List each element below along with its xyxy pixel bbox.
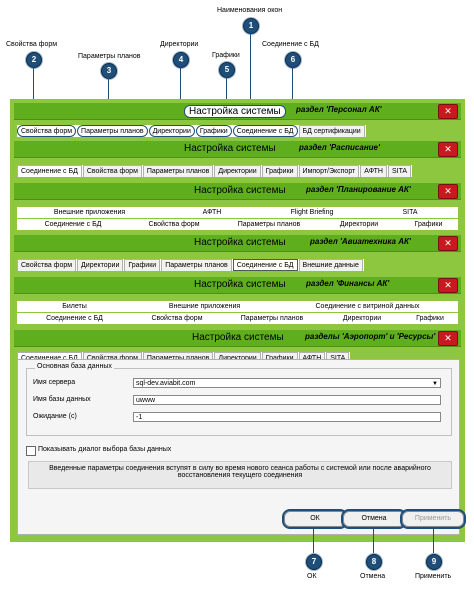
- tab-db-connection[interactable]: Соединение с БД: [46, 315, 103, 322]
- panel-schedule-titlebar: [14, 141, 461, 158]
- callout-line-7: [313, 527, 314, 553]
- panel-planning-tabs-row1: [17, 207, 458, 218]
- tab-cert-db[interactable]: БД сертификации: [299, 125, 365, 137]
- callout-badge-3: 3: [101, 63, 117, 79]
- panel-personnel: [14, 103, 461, 140]
- tab-plan-params[interactable]: Параметры планов: [161, 259, 232, 271]
- panel-schedule: [14, 141, 461, 179]
- close-button[interactable]: ✕: [438, 278, 458, 293]
- panel-finance-subtitle: раздел 'Финансы АК': [306, 279, 390, 288]
- timeout-input[interactable]: -1: [133, 412, 441, 422]
- panel-planning-titlebar: [14, 183, 461, 200]
- callout-badge-2: 2: [26, 52, 42, 68]
- db-connection-content: [17, 359, 460, 535]
- tab-charts[interactable]: Графики: [124, 259, 160, 271]
- window-title: Настройка системы: [184, 105, 286, 118]
- callout-line-8: [373, 527, 374, 553]
- tab-db-connection[interactable]: Соединение с БД: [233, 125, 298, 137]
- callout-label-db-connection: Соединение с БД: [262, 41, 319, 48]
- tab-form-props[interactable]: Свойства форм: [148, 221, 200, 228]
- panel-aircraft-subtitle: раздел 'Авиатехника АК': [310, 237, 411, 246]
- panel-personnel-titlebar: [14, 103, 461, 120]
- server-value: sql-dev.aviabit.com: [136, 380, 196, 387]
- tab-db-connection[interactable]: Соединение с БД: [17, 165, 82, 177]
- panel-airport: [14, 330, 461, 538]
- panel-personnel-tabs: [17, 125, 366, 137]
- panel-finance-title: Настройка системы: [194, 279, 286, 290]
- callout-label-window-names: Наименования окон: [217, 7, 283, 14]
- panel-aircraft-title: Настройка системы: [194, 237, 286, 248]
- tab-flight-briefing[interactable]: Flight Briefing: [290, 209, 334, 216]
- callout-label-apply: Применить: [415, 573, 452, 580]
- tab-db-connection[interactable]: Соединение с БД: [233, 259, 298, 271]
- close-button[interactable]: ✕: [438, 142, 458, 157]
- tab-charts[interactable]: Графики: [414, 221, 443, 228]
- tab-form-props[interactable]: Свойства форм: [17, 259, 76, 271]
- show-db-dialog-checkbox[interactable]: [26, 446, 36, 456]
- tab-form-props[interactable]: Свойства форм: [151, 315, 203, 322]
- callout-badge-7: 7: [306, 554, 322, 570]
- tab-plan-params[interactable]: Параметры планов: [240, 315, 304, 322]
- panel-planning: [14, 183, 461, 232]
- panel-aircraft-tabs: [17, 259, 364, 271]
- panel-planning-subtitle: раздел 'Планирование АК': [306, 185, 411, 194]
- panel-aircraft: [14, 235, 461, 273]
- callout-label-charts: Графики: [212, 52, 240, 59]
- tab-sita[interactable]: SITA: [388, 165, 411, 177]
- main-db-group: [26, 363, 452, 436]
- server-label: Имя сервера: [33, 379, 76, 386]
- callout-label-ok: ОК: [307, 573, 317, 580]
- callout-line-1: [250, 33, 251, 105]
- panel-finance-tabs-row1: [17, 301, 458, 312]
- panel-aircraft-titlebar: [14, 235, 461, 252]
- tab-directories[interactable]: Директории: [342, 315, 382, 322]
- tab-external-apps[interactable]: Внешние приложения: [53, 209, 126, 216]
- panel-finance-titlebar: [14, 277, 461, 294]
- close-button[interactable]: ✕: [438, 104, 458, 119]
- tab-data-mart-connection[interactable]: Соединение с витриной данных: [315, 303, 420, 310]
- main-db-group-title: Основная база данных: [37, 363, 112, 370]
- db-name-label: Имя базы данных: [33, 396, 91, 403]
- callout-badge-8: 8: [366, 554, 382, 570]
- tab-external-apps[interactable]: Внешние приложения: [168, 303, 241, 310]
- tab-aftn[interactable]: АФТН: [360, 165, 387, 177]
- callout-label-cancel: Отмена: [360, 573, 386, 580]
- dropdown-arrow-icon[interactable]: ▼: [432, 381, 438, 387]
- tab-tickets[interactable]: Билеты: [62, 303, 87, 310]
- panel-airport-subtitle: разделы 'Аэропорт' и 'Ресурсы': [305, 332, 436, 341]
- panel-finance-tabs-row2: [17, 313, 458, 324]
- panel-finance: [14, 277, 461, 326]
- tab-external-data[interactable]: Внешние данные: [299, 259, 363, 271]
- tab-plan-params[interactable]: Параметры планов: [77, 125, 148, 137]
- close-button[interactable]: ✕: [438, 331, 458, 346]
- callout-label-form-props: Свойства форм: [6, 41, 58, 48]
- panel-schedule-tabs: [17, 165, 412, 177]
- server-select[interactable]: [133, 378, 441, 388]
- tab-plan-params[interactable]: Параметры планов: [143, 165, 214, 177]
- callout-badge-1: 1: [243, 18, 259, 34]
- ok-button[interactable]: ОК: [284, 511, 346, 527]
- tab-import-export[interactable]: Импорт/Экспорт: [299, 165, 360, 177]
- panel-airport-titlebar: [14, 330, 461, 347]
- tab-sita[interactable]: SITA: [402, 209, 418, 216]
- callout-label-directories: Директории: [160, 41, 199, 48]
- tab-aftn[interactable]: АФТН: [202, 209, 222, 216]
- panel-airport-title: Настройка системы: [192, 332, 284, 343]
- apply-button[interactable]: Применить: [402, 511, 464, 527]
- close-button[interactable]: ✕: [438, 184, 458, 199]
- panel-planning-title: Настройка системы: [194, 185, 286, 196]
- panel-personnel-subtitle: раздел 'Персонал АК': [296, 105, 382, 114]
- callout-badge-9: 9: [426, 554, 442, 570]
- panel-schedule-subtitle: раздел 'Расписание': [299, 143, 380, 152]
- callout-line-9: [433, 527, 434, 553]
- callout-badge-5: 5: [219, 62, 235, 78]
- callout-label-plan-params: Параметры планов: [78, 53, 141, 60]
- callout-badge-6: 6: [285, 52, 301, 68]
- cancel-button[interactable]: Отмена: [343, 511, 405, 527]
- timeout-label: Ожидание (с): [33, 413, 77, 420]
- tab-charts[interactable]: Графики: [196, 125, 232, 137]
- tab-directories[interactable]: Директории: [77, 259, 123, 271]
- tab-charts[interactable]: Графики: [416, 315, 444, 322]
- tab-directories[interactable]: Директории: [149, 125, 195, 137]
- tab-plan-params[interactable]: Параметры планов: [237, 221, 301, 228]
- tab-directories[interactable]: Директории: [214, 165, 260, 177]
- panel-planning-tabs-row2: [17, 219, 458, 230]
- callout-badge-4: 4: [173, 52, 189, 68]
- panel-schedule-title: Настройка системы: [184, 143, 276, 154]
- tab-charts[interactable]: Графики: [262, 165, 298, 177]
- close-button[interactable]: ✕: [438, 236, 458, 251]
- tab-db-connection[interactable]: Соединение с БД: [44, 221, 102, 228]
- tab-directories[interactable]: Директории: [339, 221, 379, 228]
- db-name-input[interactable]: uwww: [133, 395, 441, 405]
- tab-form-props[interactable]: Свойства форм: [17, 125, 76, 137]
- show-db-dialog-label: Показывать диалог выбора базы данных: [38, 446, 172, 453]
- tab-form-props[interactable]: Свойства форм: [83, 165, 142, 177]
- info-message: Введенные параметры соединения вступят в силу во время нового сеанса работы с системой или после аварийного восстановления текущего соединения: [28, 461, 452, 489]
